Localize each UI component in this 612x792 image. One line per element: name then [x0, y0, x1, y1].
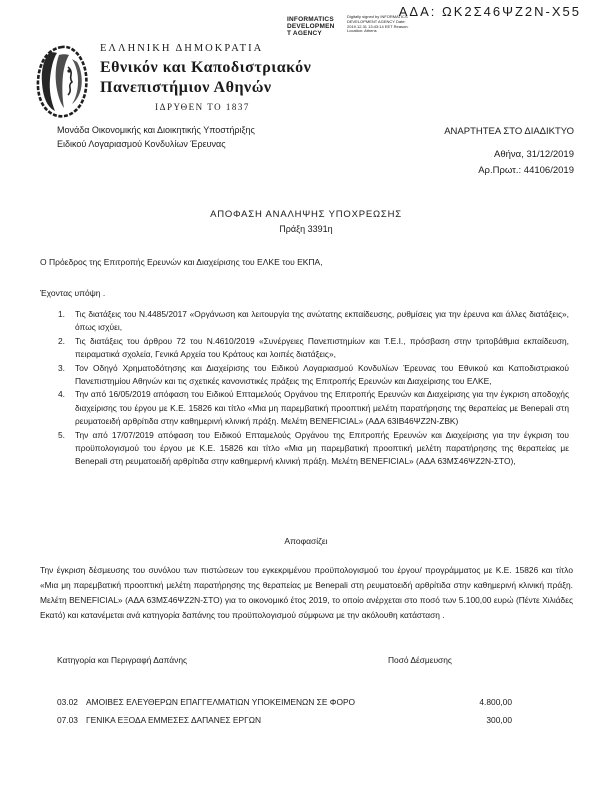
unit-line1: Μονάδα Οικονομικής και Διοικητικής Υποστήριξης: [57, 125, 255, 135]
expense-amount: 4.800,00: [479, 697, 512, 707]
unit-line2: Ειδικού Λογαριασμού Κονδυλίων Έρευνας: [57, 139, 226, 149]
consideration-item: [57, 335, 569, 362]
intro-line: Ο Πρόεδρος της Επιτροπής Ερευνών και Διαχείρισης του ΕΛΚΕ του ΕΚΠΑ,: [40, 257, 323, 267]
expense-amount: 300,00: [486, 715, 512, 725]
act-number: Πράξη 3391η: [279, 224, 333, 234]
having-regard-line: Έχοντας υπόψη .: [40, 288, 106, 298]
consideration-item: [57, 429, 569, 469]
decision-paragraph: Την έγκριση δέσμευσης του συνόλου των πιστώσεων του εγκεκριμένου προϋπολογισμού του έργου/ προγράμματος με Κ.Ε. 15826 και τίτλο «Μια μη παρεμβατική προοπτική μελέτη παρατήρησης της θεραπείας με Benepali στη ρευματοειδή αρθρίτιδα στην καθημερινή κλινική πράξη. Μελέτη BENEFICIAL» (ΑΔΑ 63ΜΣ46ΨΖ2Ν-ΣΤΟ) για το οικονομικό έτος 2019, το οποίο ανέρχεται στο ποσό των 5.100,00 ευρώ (Πέντε Χιλιάδες Εκατό) και κατανέμεται ανά κατηγορία δαπάνης του προϋπολογισμού σύμφωνα με την ακόλουθη κατάσταση .: [40, 565, 573, 620]
item-text: Τις διατάξεις του Ν.4485/2017 «Οργάνωση και λειτουργία της ανώτατης εκπαίδευσης, ρυθμίσεις για την έρευνα και άλλες διατάξεις», όπως ισχύει,: [75, 309, 569, 333]
header-right-block: [444, 126, 574, 177]
item-text: Την από 17/07/2019 απόφαση του Ειδικού Επταμελούς Οργάνου της Επιτροπής Ερευνών και Διαχείρισης για την έγκριση του προϋπολογισμού του έργου με Κ.Ε. 15826 και τίτλο «Μια μη παρεμβατική προοπτική μελέτη παρατήρησης της θεραπείας με Benepali στη ρευματοειδή αρθρίτιδα στην καθημερινή κλινική πράξη. Μελέτη BENEFICIAL» (ΑΔΑ 63ΜΣ46ΨΖ2Ν-ΣΤΟ),: [75, 429, 569, 467]
protocol-number: Αρ.Πρωτ.: 44106/2019: [478, 165, 574, 176]
ada-code: ΑΔΑ: ΩΚ2Σ46ΨΖ2Ν-Χ55: [398, 4, 581, 19]
item-text: Την από 16/05/2019 απόφαση του Ειδικού Επταμελούς Οργάνου της Επιτροπής Ερευνών και Διαχείρισης για την έγκριση αποδοχής διαχείρισης του έργου με Κ.Ε. 15826 και τίτλο «Μια μη παρεμβατική προοπτική μελέτη παρατήρησης της θεραπείας με Benepali στη ρευματοειδή αρθρίτιδα στην καθημερινή κλινική πράξη. Μελέτη BENEFICIAL» (ΑΔΑ 63ΙΒ46ΨΖ2Ν-ΖΒΚ): [75, 389, 569, 427]
item-number: 2.: [58, 335, 65, 346]
consideration-item: [57, 388, 569, 428]
signature-details-text: Digitally signed by INFORMATICS DEVELOPMENT AGENCY Date: 2019.12.31 13:43:14 EET Reason: Location: Athens: [347, 14, 409, 34]
expense-code: 07.03: [57, 715, 78, 725]
issuing-unit: [57, 123, 255, 151]
item-text: Τις διατάξεις του άρθρου 72 του Ν.4610/2019 «Συνέργειες Πανεπιστημίων και Τ.Ε.Ι., πρόσβαση στην τριτοβάθμια εκπαίδευση, πειραματικά σχολεία, Γενικά Αρχεία του Κράτους και λοιπές διατάξεις»,: [75, 335, 569, 360]
university-name-line1: Εθνικόν και Καποδιστριακόν: [100, 59, 312, 76]
item-number: 1.: [58, 309, 65, 319]
table-row: [57, 697, 512, 709]
founded-label: ΙΔΡΥΘΕΝ ΤΟ 1837: [155, 102, 250, 112]
stamp-agency-line: DEVELOPMEN: [287, 23, 335, 31]
item-number: 5.: [58, 429, 65, 440]
place-and-date: Αθήνα, 31/12/2019: [494, 149, 574, 160]
expense-table: [57, 655, 512, 725]
expense-code: 03.02: [57, 697, 78, 707]
expense-description: ΑΜΟΙΒΕΣ ΕΛΕΥΘΕΡΩΝ ΕΠΑΓΓΕΛΜΑΤΙΩΝ ΥΠΟΚΕΙΜΕΝΩΝ ΣΕ ΦΟΡΟ: [86, 697, 356, 707]
university-name-line2: Πανεπιστήμιον Αθηνών: [100, 79, 272, 96]
column-header-category: Κατηγορία και Περιγραφή Δαπάνης: [57, 655, 188, 665]
item-number: 3.: [58, 362, 65, 373]
item-number: 4.: [58, 389, 65, 400]
consideration-item: [57, 362, 569, 389]
consideration-item: [57, 308, 569, 335]
expense-table-header: [57, 655, 512, 667]
stamp-agency-line: T AGENCY: [287, 30, 322, 38]
column-header-amount: Ποσό Δέσμευσης: [388, 655, 452, 665]
stamp-agency-line: INFORMATICS: [287, 16, 334, 23]
hellenic-republic-label: ΕΛΛΗΝΙΚΗ ΔΗΜΟΚΡΑΤΙΑ: [100, 43, 264, 54]
expense-description: ΓΕΝΙΚΑ ΕΞΟΔΑ ΕΜΜΕΣΕΣ ΔΑΠΑΝΕΣ ΕΡΓΩΝ: [86, 715, 261, 725]
decides-heading: Αποφασίζει: [284, 536, 328, 546]
document-title-block: [0, 209, 612, 234]
considerations-list: [57, 308, 569, 469]
digital-signature-stamp: [287, 16, 349, 38]
university-emblem-icon: [35, 45, 95, 119]
web-posting-notice: ΑΝΑΡΤΗΤΕΑ ΣΤΟ ΔΙΑΔΙΚΤΥΟ: [444, 126, 574, 137]
document-title: ΑΠΟΦΑΣΗ ΑΝΑΛΗΨΗΣ ΥΠΟΧΡΕΩΣΗΣ: [210, 209, 402, 220]
item-text: Τον Οδηγό Χρηματοδότησης και Διαχείρισης του Ειδικού Λογαριασμού Κονδυλίων Έρευνας του Εθνικού και Καποδιστριακού Πανεπιστημίου Αθηνών και τις σχετικές κανονιστικές πράξεις της Επιτροπής Ερευνών και Διαχείρισης του ΕΛΚΕ,: [75, 362, 569, 387]
table-row: [57, 715, 512, 727]
masthead: [100, 43, 311, 112]
